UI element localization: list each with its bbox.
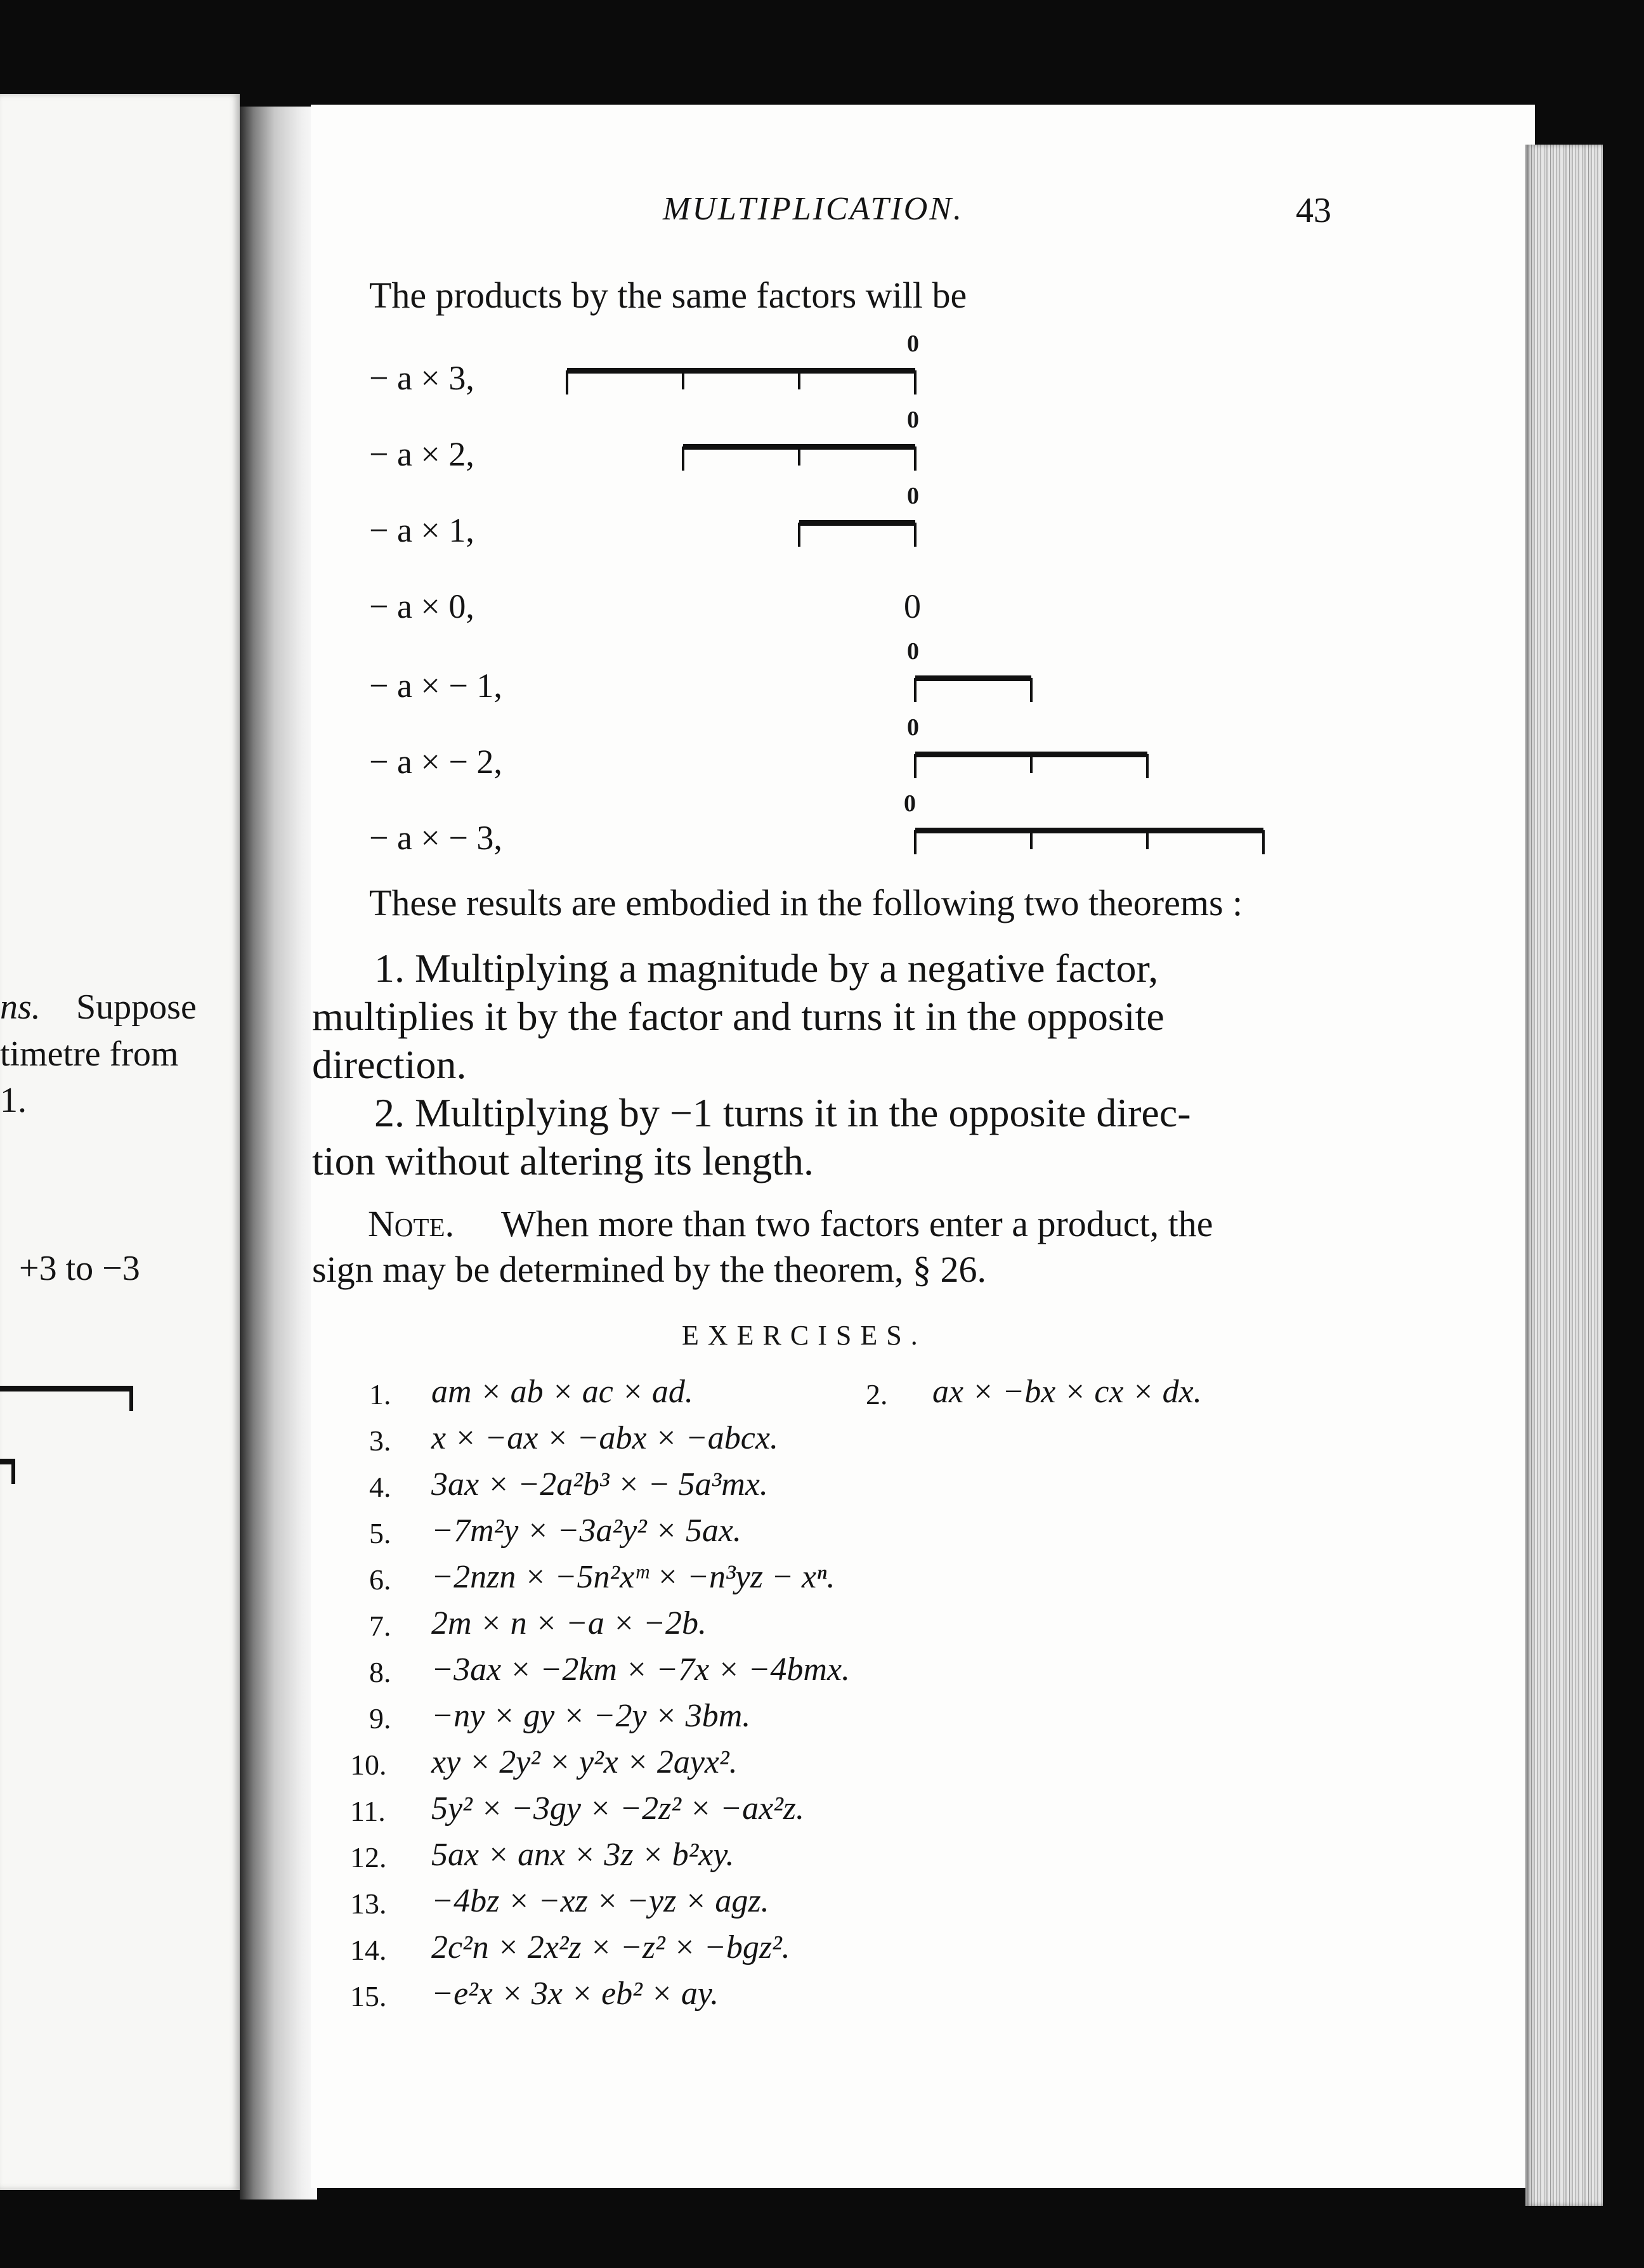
exercise-expression: −ny × gy × −2y × 3bm. — [431, 1698, 751, 1734]
segment-tick — [914, 678, 917, 702]
left-page — [0, 94, 240, 2190]
exercise-expression: 5ax × anx × 3z × b²xy. — [431, 1837, 734, 1873]
exercise-number: 11. — [350, 1795, 386, 1827]
book-gutter — [240, 107, 317, 2200]
zero-label: 0 — [907, 638, 919, 665]
product-label: − a × 2, — [369, 435, 474, 473]
exercise-expression: 3ax × −2a²b³ × − 5a³mx. — [431, 1466, 768, 1502]
product-label: − a × − 1, — [369, 667, 502, 705]
segment-tick — [682, 370, 684, 389]
zero-label: 0 — [907, 483, 919, 509]
segment-tick — [1030, 830, 1033, 849]
product-label: − a × 0, — [369, 587, 474, 625]
segment-bar — [915, 828, 1263, 833]
exercise-number: 14. — [350, 1934, 387, 1966]
product-label: − a × 1, — [369, 511, 474, 549]
exercises-heading: EXERCISES. — [682, 1320, 927, 1351]
page-number: 43 — [1296, 191, 1331, 230]
exercise-expression: ax × −bx × cx × dx. — [932, 1374, 1202, 1410]
segment-tick — [914, 523, 917, 547]
exercise-expression: 5y² × −3gy × −2z² × −ax²z. — [431, 1790, 805, 1827]
segment-tick — [682, 446, 684, 471]
exercise-number: 6. — [369, 1563, 391, 1596]
exercise-number: 3. — [369, 1424, 391, 1457]
segment-tick — [798, 523, 800, 547]
exercise-number: 13. — [350, 1887, 387, 1920]
segment-tick — [1146, 830, 1149, 849]
exercise-expression: −4bz × −xz × −yz × agz. — [431, 1883, 769, 1919]
note-label: Note. — [368, 1203, 455, 1244]
zero-label: 0 — [904, 587, 921, 625]
segment-tick — [914, 370, 917, 394]
exercise-expression: −2nzn × −5n²xᵐ × −n³yz − xⁿ. — [431, 1559, 835, 1595]
exercise-expression: x × −ax × −abx × −abcx. — [431, 1420, 778, 1456]
exercise-expression: −7m²y × −3a²y² × 5ax. — [431, 1513, 741, 1549]
exercise-number: 4. — [369, 1471, 391, 1503]
segment-bar — [567, 368, 915, 374]
segment-tick — [798, 370, 800, 389]
exercise-expression: am × ab × ac × ad. — [431, 1374, 693, 1410]
product-label: − a × − 3, — [369, 819, 502, 857]
exercise-number: 10. — [350, 1749, 387, 1781]
exercise-expression: −e²x × 3x × eb² × ay. — [431, 1976, 719, 2012]
note-line: When more than two factors enter a product, the — [501, 1203, 1213, 1244]
segment-tick — [566, 370, 568, 394]
note-line: sign may be determined by the theorem, § 26. — [312, 1249, 987, 1290]
exercise-number: 2. — [866, 1378, 888, 1411]
exercise-number: 7. — [369, 1610, 391, 1642]
exercise-number: 8. — [369, 1656, 391, 1688]
product-label: − a × 3, — [369, 359, 474, 397]
segment-tick — [798, 446, 800, 466]
exercise-number: 9. — [369, 1702, 391, 1735]
segment-bar — [799, 520, 915, 526]
exercise-expression: 2m × n × −a × −2b. — [431, 1605, 707, 1641]
exercise-number: 12. — [350, 1841, 387, 1874]
running-head: MULTIPLICATION. — [663, 191, 963, 227]
zero-label: 0 — [904, 790, 916, 817]
theorem-1-line: multiplies it by the factor and turns it in the opposite — [312, 994, 1164, 1039]
exercise-number: 15. — [350, 1980, 387, 2012]
exercise-number: 1. — [369, 1378, 391, 1411]
left-page-bar-tick — [11, 1459, 15, 1484]
zero-label: 0 — [907, 330, 919, 357]
segment-tick — [1030, 678, 1033, 702]
product-label: − a × − 2, — [369, 743, 502, 781]
exercise-expression: 2c²n × 2x²z × −z² × −bgz². — [431, 1929, 790, 1965]
left-page-fragment: timetre from — [0, 1034, 179, 1074]
theorem-1-line: direction. — [312, 1042, 467, 1087]
left-page-fragment: Suppose — [76, 987, 197, 1027]
summary-text: These results are embodied in the following two theorems : — [369, 882, 1243, 923]
segment-tick — [1146, 754, 1149, 778]
theorem-2-line: tion without altering its length. — [312, 1138, 814, 1183]
exercise-number: 5. — [369, 1517, 391, 1549]
segment-tick — [1030, 754, 1033, 773]
theorem-1-line: 1. Multiplying a magnitude by a negative factor, — [374, 946, 1159, 991]
exercise-expression: xy × 2y² × y²x × 2ayx². — [431, 1744, 738, 1780]
left-page-fragment: +3 to −3 — [19, 1249, 140, 1288]
zero-label: 0 — [907, 714, 919, 741]
intro-text: The products by the same factors will be — [369, 275, 967, 316]
segment-tick — [914, 754, 917, 778]
left-page-fragment: 1. — [0, 1081, 27, 1120]
segment-bar — [915, 675, 1031, 681]
left-page-bar-tick — [129, 1386, 133, 1411]
left-page-fragment: ns. — [0, 987, 41, 1027]
page-edges — [1525, 145, 1603, 2206]
theorem-2-line: 2. Multiplying by −1 turns it in the opposite direc- — [374, 1090, 1191, 1135]
segment-tick — [1262, 830, 1265, 854]
left-page-bar — [0, 1386, 133, 1391]
zero-label: 0 — [907, 407, 919, 433]
segment-tick — [914, 830, 917, 854]
exercise-expression: −3ax × −2km × −7x × −4bmx. — [431, 1652, 851, 1688]
segment-tick — [914, 446, 917, 471]
